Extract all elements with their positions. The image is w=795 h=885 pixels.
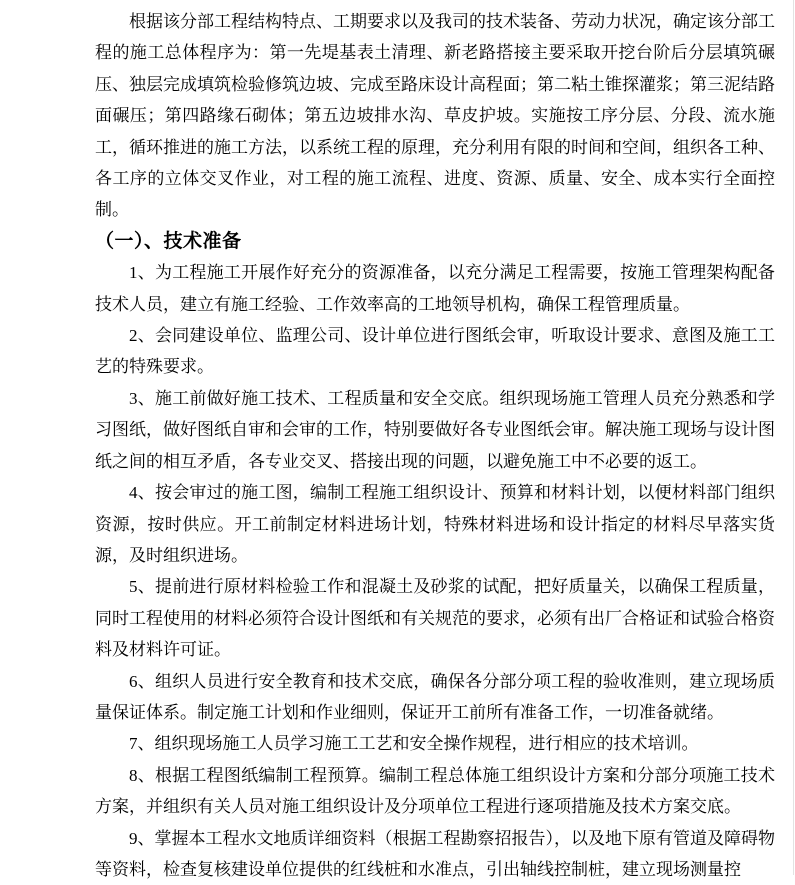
list-item-3: 3、施工前做好施工技术、工程质量和安全交底。组织现场施工管理人员充分熟悉和学习图纸，做好图纸自审和会审的工作，特别要做好各专业图纸会审。解决施工现场与设计图纸之间的相互矛盾，各专业交叉、搭接出现的问题，以避免施工中不必要的返工。 [95,388,775,471]
list-item-2: 2、会同建设单位、监理公司、设计单位进行图纸会审，听取设计要求、意图及施工工艺的特殊要求。 [95,326,775,377]
list-item-6: 6、组织人员进行安全教育和技术交底，确保各分部分项工程的验收准则，建立现场质量保证体系。制定施工计划和作业细则，保证开工前所有准备工作，一切准备就绪。 [95,671,775,722]
list-item-7: 7、组织现场施工人员学习施工工艺和安全操作规程，进行相应的技术培训。 [129,734,699,754]
list-item-4: 4、按会审过的施工图，编制工程施工组织设计、预算和材料计划，以便材料部门组织资源，按时供应。开工前制定材料进场计划，特殊材料进场和设计指定的材料尽早落实货源，及时组织进场。 [95,483,775,565]
list-item-8: 8、根据工程图纸编制工程预算。编制工程总体施工组织设计方案和分部分项施工技术方案，并组织有关人员对施工组织设计及分项单位工程进行逐项措施及技术方案交底。 [95,765,775,817]
section-heading: （一）、技术准备 [95,230,242,252]
list-item-9: 9、掌握本工程水文地质详细资料（根据工程勘察招报告），以及地下原有管道及障碍物等资料，检查复核建设单位提供的红线桩和水准点，引出轴线控制桩，建立现场测量控 [95,828,775,879]
list-item-1: 1、为工程施工开展作好充分的资源准备，以充分满足工程需要，按施工管理架构配备技术人员，建立有施工经验、工作效率高的工地领导机构，确保工程管理质量。 [95,263,775,314]
list-item-5: 5、提前进行原材料检验工作和混凝土及砂浆的试配，把好质量关，以确保工程质量，同时工程使用的材料必须符合设计图纸和有关规范的要求，必须有出厂合格证和试验合格资料及材料许可证。 [95,577,775,660]
page-right-edge-line [793,0,794,875]
intro-paragraph: 根据该分部工程结构特点、工期要求以及我司的技术装备、劳动力状况，确定该分部工程的施工总体程序为：第一先堤基表土清理、新老路搭接主要采取开挖台阶后分层填筑碾压、独层完成填筑检验修筑边坡、完成至路床设计高程面；第二粘土锥探灌浆；第三泥结路面碾压；第四路缘石砌体；第五边坡排水沟、草皮护坡。实施按工序分层、分段、流水施工，循环推进的施工方法，以系统工程的原理，充分利用有限的时间和空间，组织各工种、各工序的立体交叉作业，对工程的施工流程、进度、资源、质量、安全、成本实行全面控制。 [95,12,775,220]
